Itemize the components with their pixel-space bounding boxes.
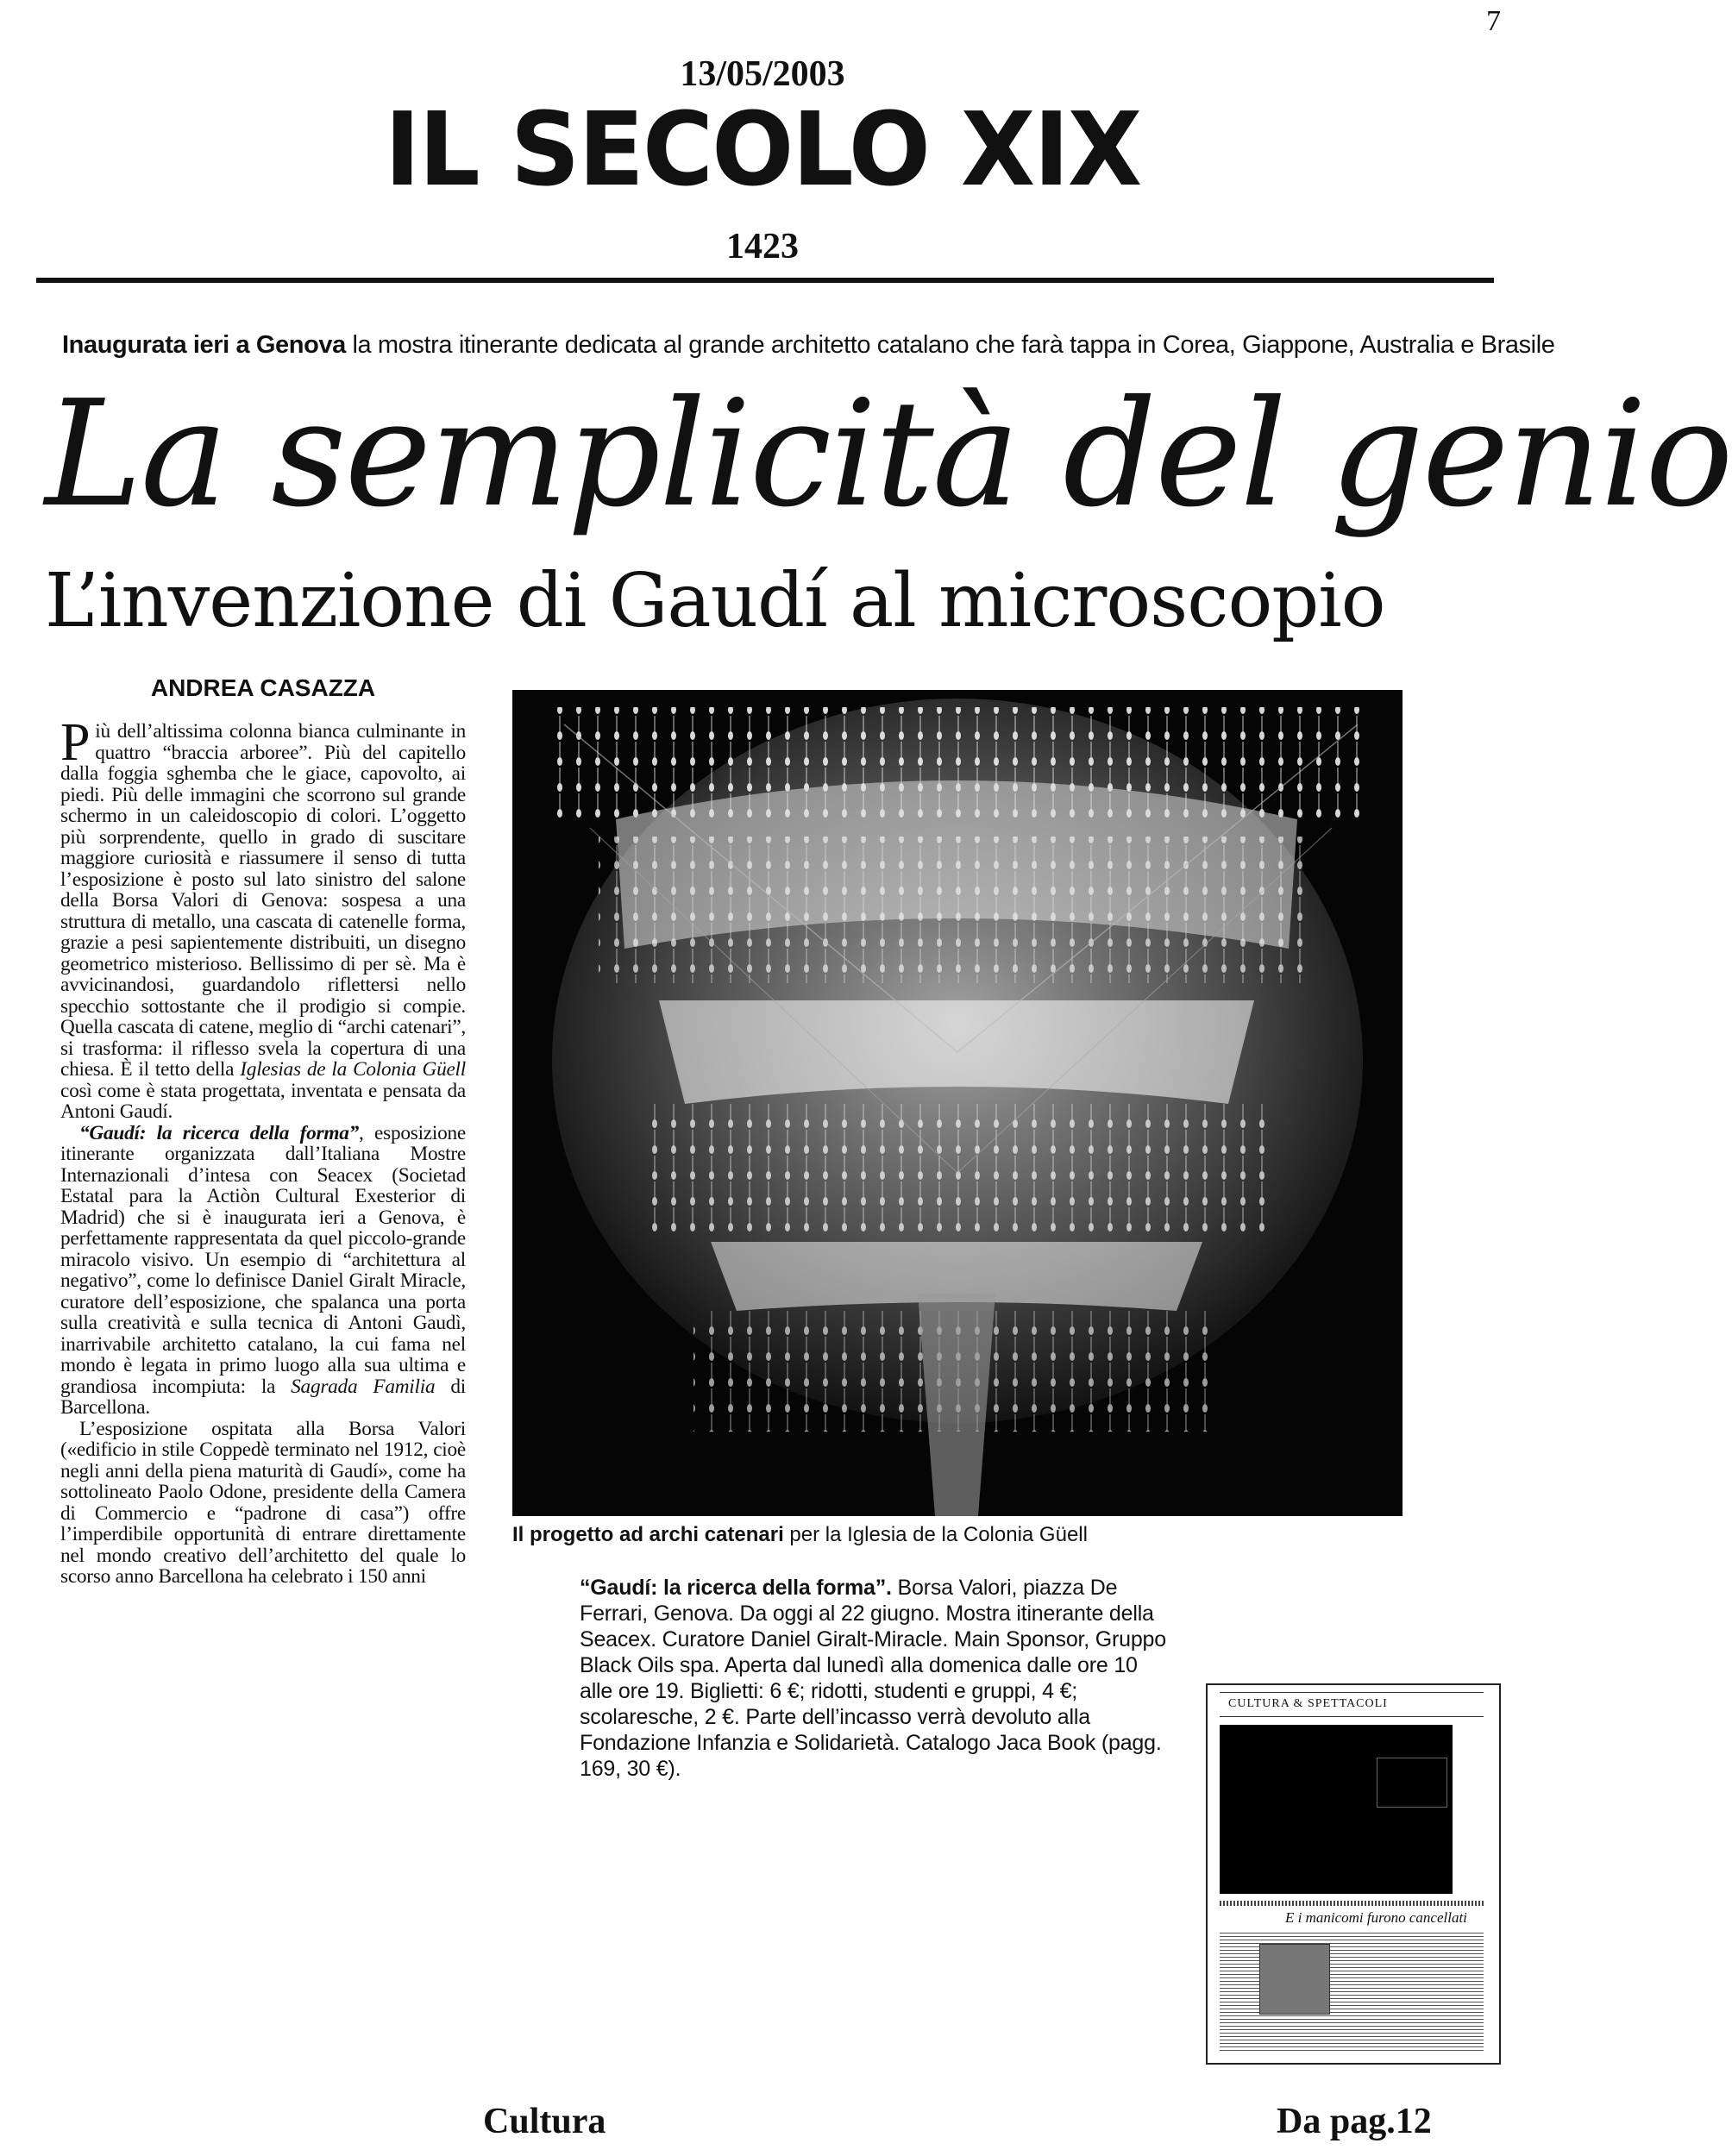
catenary-model-photo xyxy=(512,690,1403,1516)
header-rule xyxy=(36,278,1494,283)
photo-caption xyxy=(512,1523,1461,1547)
paragraph-3: L’esposizione ospitata alla Borsa Valori («edificio in stile Coppedè terminato nel 1912, cioè negli anni della piena maturità di Gaudí», come ha sottolineato Paolo Odone, presidente della Camera di Commercio e “padrone di casa”) offre l’imperdibile opportunità di entrare direttamente nel mondo creativo dell’architetto del quale lo scorso anno Barcellona ha celebrato i 150 anni xyxy=(60,1417,466,1588)
page-thumbnail xyxy=(1206,1683,1501,2065)
article-kicker xyxy=(62,328,1555,362)
thumbnail-black-block xyxy=(1220,1725,1453,1894)
photo-caption-bold: Il progetto ad archi catenari xyxy=(512,1523,784,1546)
kicker-text: la mostra itinerante dedicata al grande architetto catalano che farà tappa in Corea, Giappone, Australia e Brasile xyxy=(345,331,1555,359)
paragraph-1-text: iù dell’altissima colonna bianca culminante in quattro “braccia arboree”. Più del capitello dalla foggia sghemba che le giace, capovolto, ai piedi. Più delle immagini che scorrono sul grande schermo in un caleidoscopio di colori. L’oggetto più sorprendente, quello in grado di suscitare maggiore curiosità e riassumere il senso di tutta l’esposizione è posto sul lato sinistro del salone della Borsa Valori di Genova: sospesa a una struttura di metallo, una cascata di catenelle forma, grazie a pesi sapientemente distribuiti, un disegno geometrico misterioso. Bellissimo di per sè. Ma è avvicinandosi, guardandolo riflettersi nello specchio sottostante che il prodigio si compie. Quella cascata di catene, meglio di “archi catenari”, si trasforma: il riflesso svela la copertura di una chiesa. È il tetto della xyxy=(60,720,466,1081)
footer-section-name: Cultura xyxy=(483,2102,606,2141)
paragraph-1-italic: Iglesias de la Colonia Güell xyxy=(240,1058,467,1081)
paragraph-2-end: di Barcellona. xyxy=(60,1375,466,1419)
page-number: 7 xyxy=(1486,5,1501,37)
footer-page-reference: Da pag.12 xyxy=(1277,2102,1432,2141)
publication-date: 13/05/2003 xyxy=(680,54,845,94)
paragraph-1 xyxy=(60,713,467,1123)
issue-code: 1423 xyxy=(726,227,799,266)
thumbnail-inset xyxy=(1377,1758,1447,1808)
kicker-bold: Inaugurata ieri a Genova xyxy=(62,331,346,359)
newspaper-masthead: IL SECOLO XIX xyxy=(384,91,1141,210)
thumbnail-article-title: E i manicomi furono cancellati xyxy=(1285,1909,1467,1926)
article-subheadline: L’invenzione di Gaudí al microscopio xyxy=(45,558,1385,644)
article-headline: La semplicità del genio xyxy=(45,369,1732,540)
paragraph-1-end: così come è stata progettata, inventata e pensata da Antoni Gaudí. xyxy=(60,1079,466,1123)
paragraph-2-italic: Sagrada Familia xyxy=(291,1375,436,1398)
paragraph-2-text: , esposizione itinerante organizzata dall’Italiana Mostre Internazionali d’intesa con Seacex (Societad Estatal para la Actiòn Cultural Exesterior di Madrid) che si è inaugurata ieri a Genova, è perfettamente rappresentata da quel piccolo-grande miracolo visivo. Un esempio di “architettura al negativo”, come lo definisce Daniel Giralt Miracle, curatore dell’esposizione, che spalanca una porta sulla creatività e sulla tecnica di Antoni Gaudì, inarrivabile architetto catalano, la cui fama nel mondo è legata in primo luogo alla sua ultima e grandiosa incompiuta: la xyxy=(60,1121,466,1398)
thumbnail-section-header: CULTURA & SPETTACOLI xyxy=(1228,1697,1388,1710)
article-body xyxy=(60,713,467,1588)
paragraph-2-lead: “Gaudí: la ricerca della forma” xyxy=(79,1121,359,1144)
info-box-title: “Gaudí: la ricerca della forma”. xyxy=(580,1576,892,1600)
exhibition-info-box xyxy=(580,1575,1175,1782)
paragraph-2 xyxy=(60,1123,466,1419)
article-photo xyxy=(512,690,1403,1516)
photo-caption-text: per la Iglesia de la Colonia Güell xyxy=(783,1523,1088,1546)
thumbnail-photo xyxy=(1259,1944,1330,2015)
article-byline: ANDREA CASAZZA xyxy=(150,674,376,701)
drop-cap: P xyxy=(60,713,91,772)
info-box-text: Borsa Valori, piazza De Ferrari, Genova. Da oggi al 22 giugno. Mostra itinerante della Seacex. Curatore Daniel Giralt-Miracle. Main Sponsor, Gruppo Black Oils spa. Aperta dal lunedì alla domenica dalle ore 10 alle ore 19. Biglietti: 6 €; ridotti, studenti e gruppi, 4 €; scolaresche, 2 €. Parte dell’incasso verrà devoluto alla Fondazione Infanzia e Solidarietà. Catalogo Jaca Book (pagg. 169, 30 €). xyxy=(580,1576,1166,1781)
